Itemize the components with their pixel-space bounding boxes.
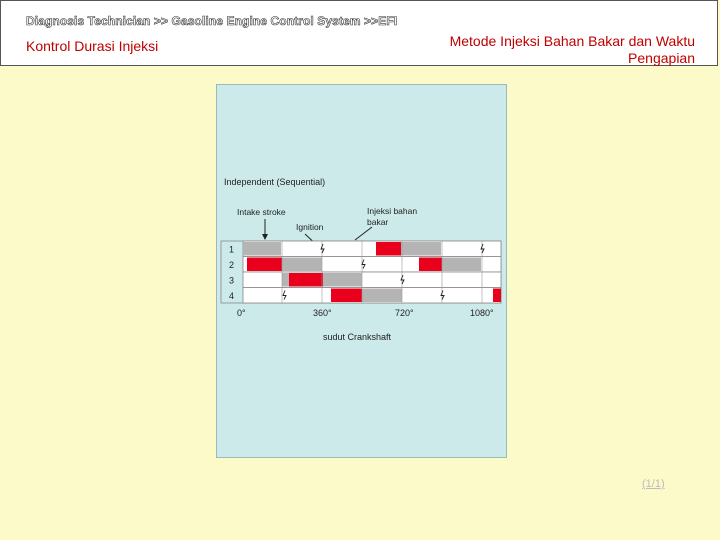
intake-arrow-head: [262, 234, 268, 240]
cylinder-timing-grid: [221, 241, 501, 303]
cylinder-label-4: 4: [229, 291, 235, 301]
intake-bar-cyl2-1: [282, 258, 322, 272]
intake-bar-cyl3-0: [282, 273, 289, 287]
angle-tick-1080: 1080°: [470, 308, 494, 318]
ignition-label: Ignition: [296, 222, 324, 232]
cylinder-label-2: 2: [229, 260, 235, 270]
cylinder-label-3: 3: [229, 275, 235, 286]
injection-label-line1: Injeksi bahan: [367, 206, 418, 216]
injection-timing-diagram: [217, 85, 508, 459]
breadcrumb[interactable]: Diagnosis Technician >> Gasoline Engine Control System >>EFI: [26, 14, 398, 28]
diagram-panel: [216, 84, 507, 458]
injection-bar-cyl4-0: [331, 289, 362, 303]
injection-bar-cyl2-2: [419, 258, 442, 272]
section-title: Metode Injeksi Bahan Bakar dan Waktu Pengapian: [449, 33, 695, 66]
intake-bar-cyl1-0: [243, 242, 281, 256]
angle-tick-360: 360°: [313, 308, 332, 318]
intake-stroke-label: Intake stroke: [237, 207, 286, 217]
injection-label-line2: bakar: [367, 217, 389, 227]
injection-bar-cyl1-1: [376, 242, 401, 256]
cylinder-label-1: 1: [229, 244, 235, 255]
intake-bar-cyl3-2: [323, 273, 362, 287]
intake-bar-cyl2-3: [442, 258, 481, 272]
page-title: Kontrol Durasi Injeksi: [26, 38, 159, 54]
injection-bar-cyl3-1: [289, 273, 323, 287]
injection-bar-cyl2-0: [247, 258, 282, 272]
injection-bar-cyl4-2: [493, 289, 501, 303]
intake-bar-cyl1-2: [401, 242, 441, 256]
intake-bar-cyl4-1: [362, 289, 402, 303]
injection-arrow: [355, 227, 372, 240]
header-bar: [0, 0, 718, 66]
injection-label: [367, 206, 419, 227]
diagram-heading: Independent (Sequential): [224, 177, 326, 187]
angle-tick-720: 720°: [395, 308, 414, 318]
axis-label: sudut Crankshaft: [323, 332, 392, 342]
page-indicator[interactable]: (1/1): [642, 478, 665, 490]
angle-tick-0: 0°: [237, 308, 246, 318]
